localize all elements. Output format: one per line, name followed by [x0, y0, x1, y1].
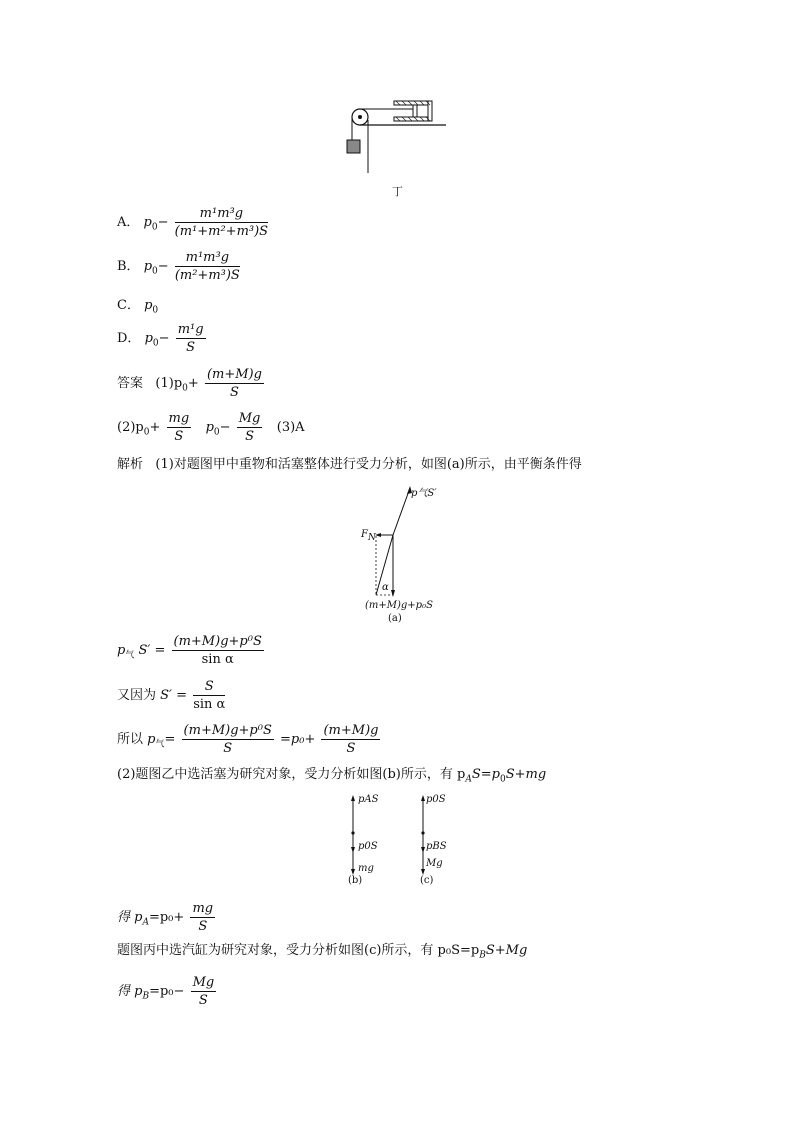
option-b-fraction: [175, 251, 240, 282]
figure-ding: [340, 98, 450, 198]
eq3-den: S: [223, 741, 233, 756]
eq1-den: sin α: [201, 652, 234, 667]
fig-a-fn-label: [361, 529, 376, 543]
analysis-line-2: [117, 768, 546, 785]
equation-3: [117, 724, 382, 755]
answer-part1-sub: 0: [182, 383, 188, 394]
fig-c-top: p0S: [426, 794, 446, 805]
eq1-num: (m+M)g+p⁰S: [173, 634, 262, 649]
option-b-lead: p: [143, 259, 153, 274]
option-d-fraction: [176, 323, 206, 354]
equation-2: [117, 680, 227, 711]
fig-a-top-label: p气S′: [411, 488, 437, 499]
fig-a-bottom-label: (m+M)g+p₀S: [365, 600, 433, 611]
option-a-lead: p: [143, 215, 152, 230]
analysis-line1-text: (1)对题图甲中重物和活塞整体进行受力分析，如图(a)所示，由平衡条件得: [155, 457, 582, 472]
line3-sub: B: [479, 950, 486, 961]
option-a-minus: −: [157, 215, 169, 230]
option-d-den: S: [186, 340, 196, 355]
eq4-den: S: [198, 919, 208, 934]
figure-c: [412, 790, 472, 890]
option-a-num: m¹m³g: [175, 207, 268, 223]
fig-a-caption: (a): [388, 613, 402, 624]
option-a-den: (m¹+m²+m³)S: [174, 224, 269, 239]
option-b-num: m¹m³g: [175, 251, 240, 267]
eq2-fraction: [193, 680, 225, 711]
answer-line-1: [117, 368, 266, 399]
figure-b: [340, 790, 400, 890]
option-d: [117, 323, 208, 354]
analysis-line-1: [117, 458, 582, 471]
fig-a-fn-sub: N: [367, 533, 376, 543]
option-d-minus: −: [158, 331, 170, 346]
fig-c-caption: (c): [420, 875, 434, 886]
option-a: [117, 207, 270, 238]
fig-c-bottom: Mg: [426, 858, 443, 869]
eq4-sub: A: [142, 917, 149, 928]
fig-b-bottom: mg: [358, 863, 374, 874]
line2-sub-a: A: [465, 774, 472, 785]
answer-part2-den2: S: [245, 429, 254, 444]
eq4-fraction: [190, 902, 215, 933]
analysis-line3-text: 题图丙中选汽缸为研究对象，受力分析如图(c)所示，有 p₀S=p: [117, 943, 480, 958]
pulley-cylinder-diagram: [340, 98, 450, 178]
fig-a-fn: F: [361, 529, 368, 540]
answer-part1-fraction: [205, 368, 264, 399]
answer-part2-minus: −: [219, 420, 231, 435]
eq2-lhs: 又因为: [117, 688, 157, 703]
option-d-sub: 0: [152, 338, 159, 349]
eq5-num: Mg: [192, 975, 215, 990]
eq4-num: mg: [192, 901, 214, 916]
option-d-label: D．: [117, 331, 141, 346]
eq2-num: S: [193, 680, 225, 696]
answer-part2-fraction2: [237, 412, 263, 443]
eq3-den2: S: [346, 741, 356, 756]
eq2-den: sin α: [193, 697, 226, 712]
option-b: [117, 251, 242, 282]
option-a-fraction: [175, 207, 268, 238]
eq3-p: p: [147, 732, 156, 747]
option-c-label: C．: [117, 298, 140, 313]
eq5-sub: B: [142, 991, 150, 1002]
line3-tail: S+Mg: [485, 943, 528, 958]
option-d-lead: p: [144, 331, 153, 346]
answer-line-2: [117, 412, 305, 443]
eq3-num2: (m+M)g: [323, 723, 379, 738]
eq5-lhs: 得 p: [117, 984, 143, 999]
option-c-sub: 0: [152, 305, 159, 316]
answer-label: 答案: [117, 376, 144, 391]
eq3-eq: =: [164, 732, 176, 747]
eq1-fraction: [172, 635, 264, 666]
line2-sub0: 0: [499, 774, 506, 785]
option-d-num: m¹g: [177, 322, 204, 337]
answer-part2-num2: Mg: [238, 411, 261, 426]
eq3-num: (m+M)g+p⁰S: [183, 723, 272, 738]
option-b-den: (m²+m³)S: [174, 268, 240, 283]
analysis-label: 解析: [117, 457, 144, 472]
equation-1: [117, 635, 266, 666]
equation-5: [117, 976, 218, 1007]
answer-part2-sub: 0: [143, 427, 150, 438]
answer-part2: (2)p: [117, 420, 144, 435]
eq5-den: S: [198, 993, 208, 1008]
eq3-lhs: 所以: [117, 732, 144, 747]
option-a-sub: 0: [151, 222, 158, 233]
eq3-p-sub: 气: [155, 739, 165, 750]
analysis-line-3: [117, 944, 527, 961]
eq1-lhs2: S′ =: [138, 643, 166, 658]
answer-part3: (3)A: [276, 420, 305, 435]
line2-c: S+mg: [505, 767, 547, 782]
eq3-fraction2: [321, 724, 380, 755]
fig-b-top: pAS: [358, 794, 379, 805]
figure-caption: 丁: [392, 185, 403, 198]
fig-a-alpha: α: [382, 582, 389, 593]
answer-part2-b: p: [205, 420, 214, 435]
option-a-label: A．: [117, 215, 140, 230]
eq4-lhs: 得 p: [117, 910, 143, 925]
option-b-sub: 0: [152, 266, 158, 277]
equation-4: [117, 902, 217, 933]
line2-b: S=p: [471, 767, 500, 782]
answer-part2-plus: +: [149, 420, 161, 435]
figure-a: [355, 480, 455, 625]
option-c-lead: p: [144, 298, 153, 313]
answer-part1: (1)p: [155, 376, 183, 391]
answer-part1-den: S: [230, 385, 239, 400]
fig-c-mid: pBS: [426, 841, 447, 852]
eq5-eq: =p₀−: [149, 984, 185, 999]
eq3-mid: =p₀+: [280, 732, 316, 747]
answer-part2-num1: mg: [168, 411, 190, 426]
eq4-eq: =p₀+: [148, 910, 185, 925]
answer-part1-plus: +: [187, 376, 199, 391]
option-c: [117, 299, 158, 316]
eq1-lhs-sub: 气: [125, 650, 135, 661]
fig-b-mid: p0S: [358, 841, 378, 852]
eq5-fraction: [191, 976, 217, 1007]
answer-part2-b-sub: 0: [213, 427, 220, 438]
answer-part2-den1: S: [174, 429, 184, 444]
answer-part1-num: (m+M)g: [206, 367, 262, 382]
analysis-line2-text: (2)题图乙中选活塞为研究对象，受力分析如图(b)所示，有 p: [117, 767, 466, 782]
eq1-lhs: p: [117, 643, 126, 658]
eq2-s: S′ =: [160, 688, 188, 703]
fig-b-caption: (b): [348, 875, 363, 886]
option-b-label: B．: [117, 259, 140, 274]
answer-part2-fraction1: [167, 412, 192, 443]
option-b-minus: −: [157, 259, 169, 274]
eq3-fraction1: [182, 724, 274, 755]
